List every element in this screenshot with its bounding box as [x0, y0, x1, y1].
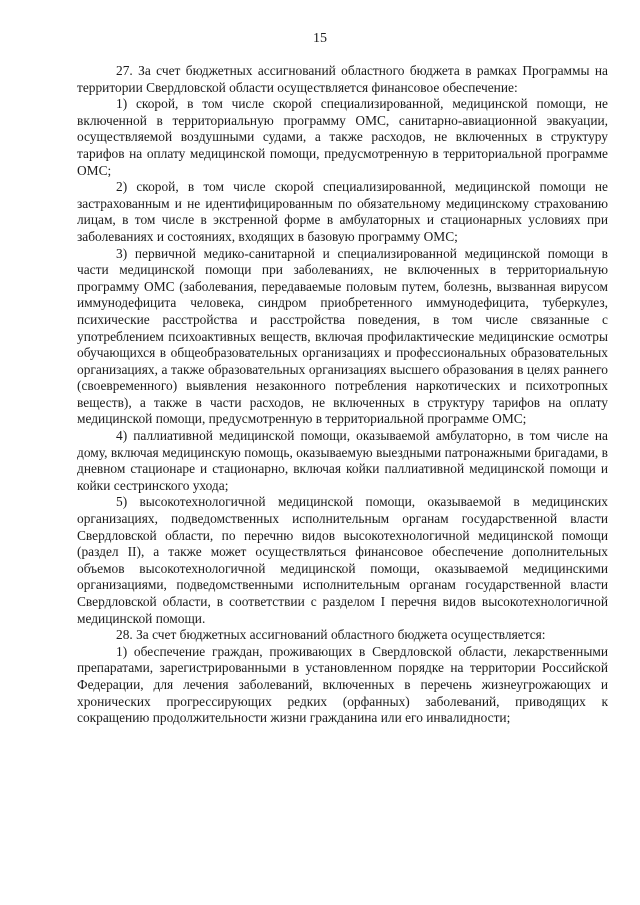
- paragraph-27-item-5: 5) высокотехнологичной медицинской помощи, оказываемой в медицинских организациях, подведомственных исполнительным органам государственной власти Свердловской области, по перечню видов высокотехнологичной медицинской помощи (раздел II), а также может осуществляться финансовое обеспечение дополнительных объемов высокотехнологичной медицинской помощи, оказываемой медицинскими организациями, подведомственными исполнительным органам государственной власти Свердловской области, в соответствии с разделом I перечня видов высокотехнологичной медицинской помощи.: [77, 494, 608, 626]
- paragraph-28-item-1: 1) обеспечение граждан, проживающих в Свердловской области, лекарственными препаратами, зарегистрированными в установленном порядке на территории Российской Федерации, для лечения заболеваний, включенных в перечень жизнеугрожающих и хронических прогрессирующих редких (орфанных) заболеваний, приводящих к сокращению продолжительности жизни гражданина или его инвалидности;: [77, 643, 608, 726]
- body-text: [77, 63, 608, 727]
- paragraph-28: 28. За счет бюджетных ассигнований областного бюджета осуществляется:: [116, 627, 546, 643]
- paragraph-27-item-1: 1) скорой, в том числе скорой специализированной, медицинской помощи, не включенной в территориальную программу ОМС, санитарно-авиационной эвакуации, осуществляемой воздушными судами, а также расходов, не включенных в структуру тарифов на оплату медицинской помощи, предусмотренную в территориальной программе ОМС;: [77, 96, 608, 178]
- paragraph-27: 27. За счет бюджетных ассигнований областного бюджета в рамках Программы на территории Свердловской области осуществляется финансовое обеспечение:: [77, 63, 608, 95]
- paragraph-27-item-3: 3) первичной медико-санитарной и специализированной медицинской помощи в части медицинской помощи при заболеваниях, не включенных в территориальную программу ОМС (заболевания, передаваемые половым путем, болезнь, вызванная вирусом иммунодефицита человека, синдром приобретенного иммунодефицита, туберкулез, психические расстройства и расстройства поведения, в том числе связанные с употреблением психоактивных веществ, включая профилактические медицинские осмотры обучающихся в общеобразовательных организациях и профессиональных образовательных организациях, а также образовательных организациях высшего образования в целях раннего (своевременного) выявления незаконного потребления наркотических и психотропных веществ), а также в части расходов, не включенных в структуру тарифов на оплату медицинской помощи, предусмотренную в территориальной программе ОМС;: [77, 245, 608, 427]
- paragraph-27-item-4: 4) паллиативной медицинской помощи, оказываемой амбулаторно, в том числе на дому, включая медицинскую помощь, оказываемую выездными патронажными бригадами, в дневном стационаре и стационарно, включая койки паллиативной медицинской помощи и койки сестринского ухода;: [77, 428, 608, 493]
- page-number: 15: [313, 31, 327, 46]
- paragraph-27-item-2: 2) скорой, в том числе скорой специализированной, медицинской помощи не застрахованным и не идентифицированным по обязательному медицинскому страхованию лицам, в том числе в экстренной форме в амбулаторных и стационарных условиях при заболеваниях и состояниях, входящих в базовую программу ОМС;: [77, 179, 608, 244]
